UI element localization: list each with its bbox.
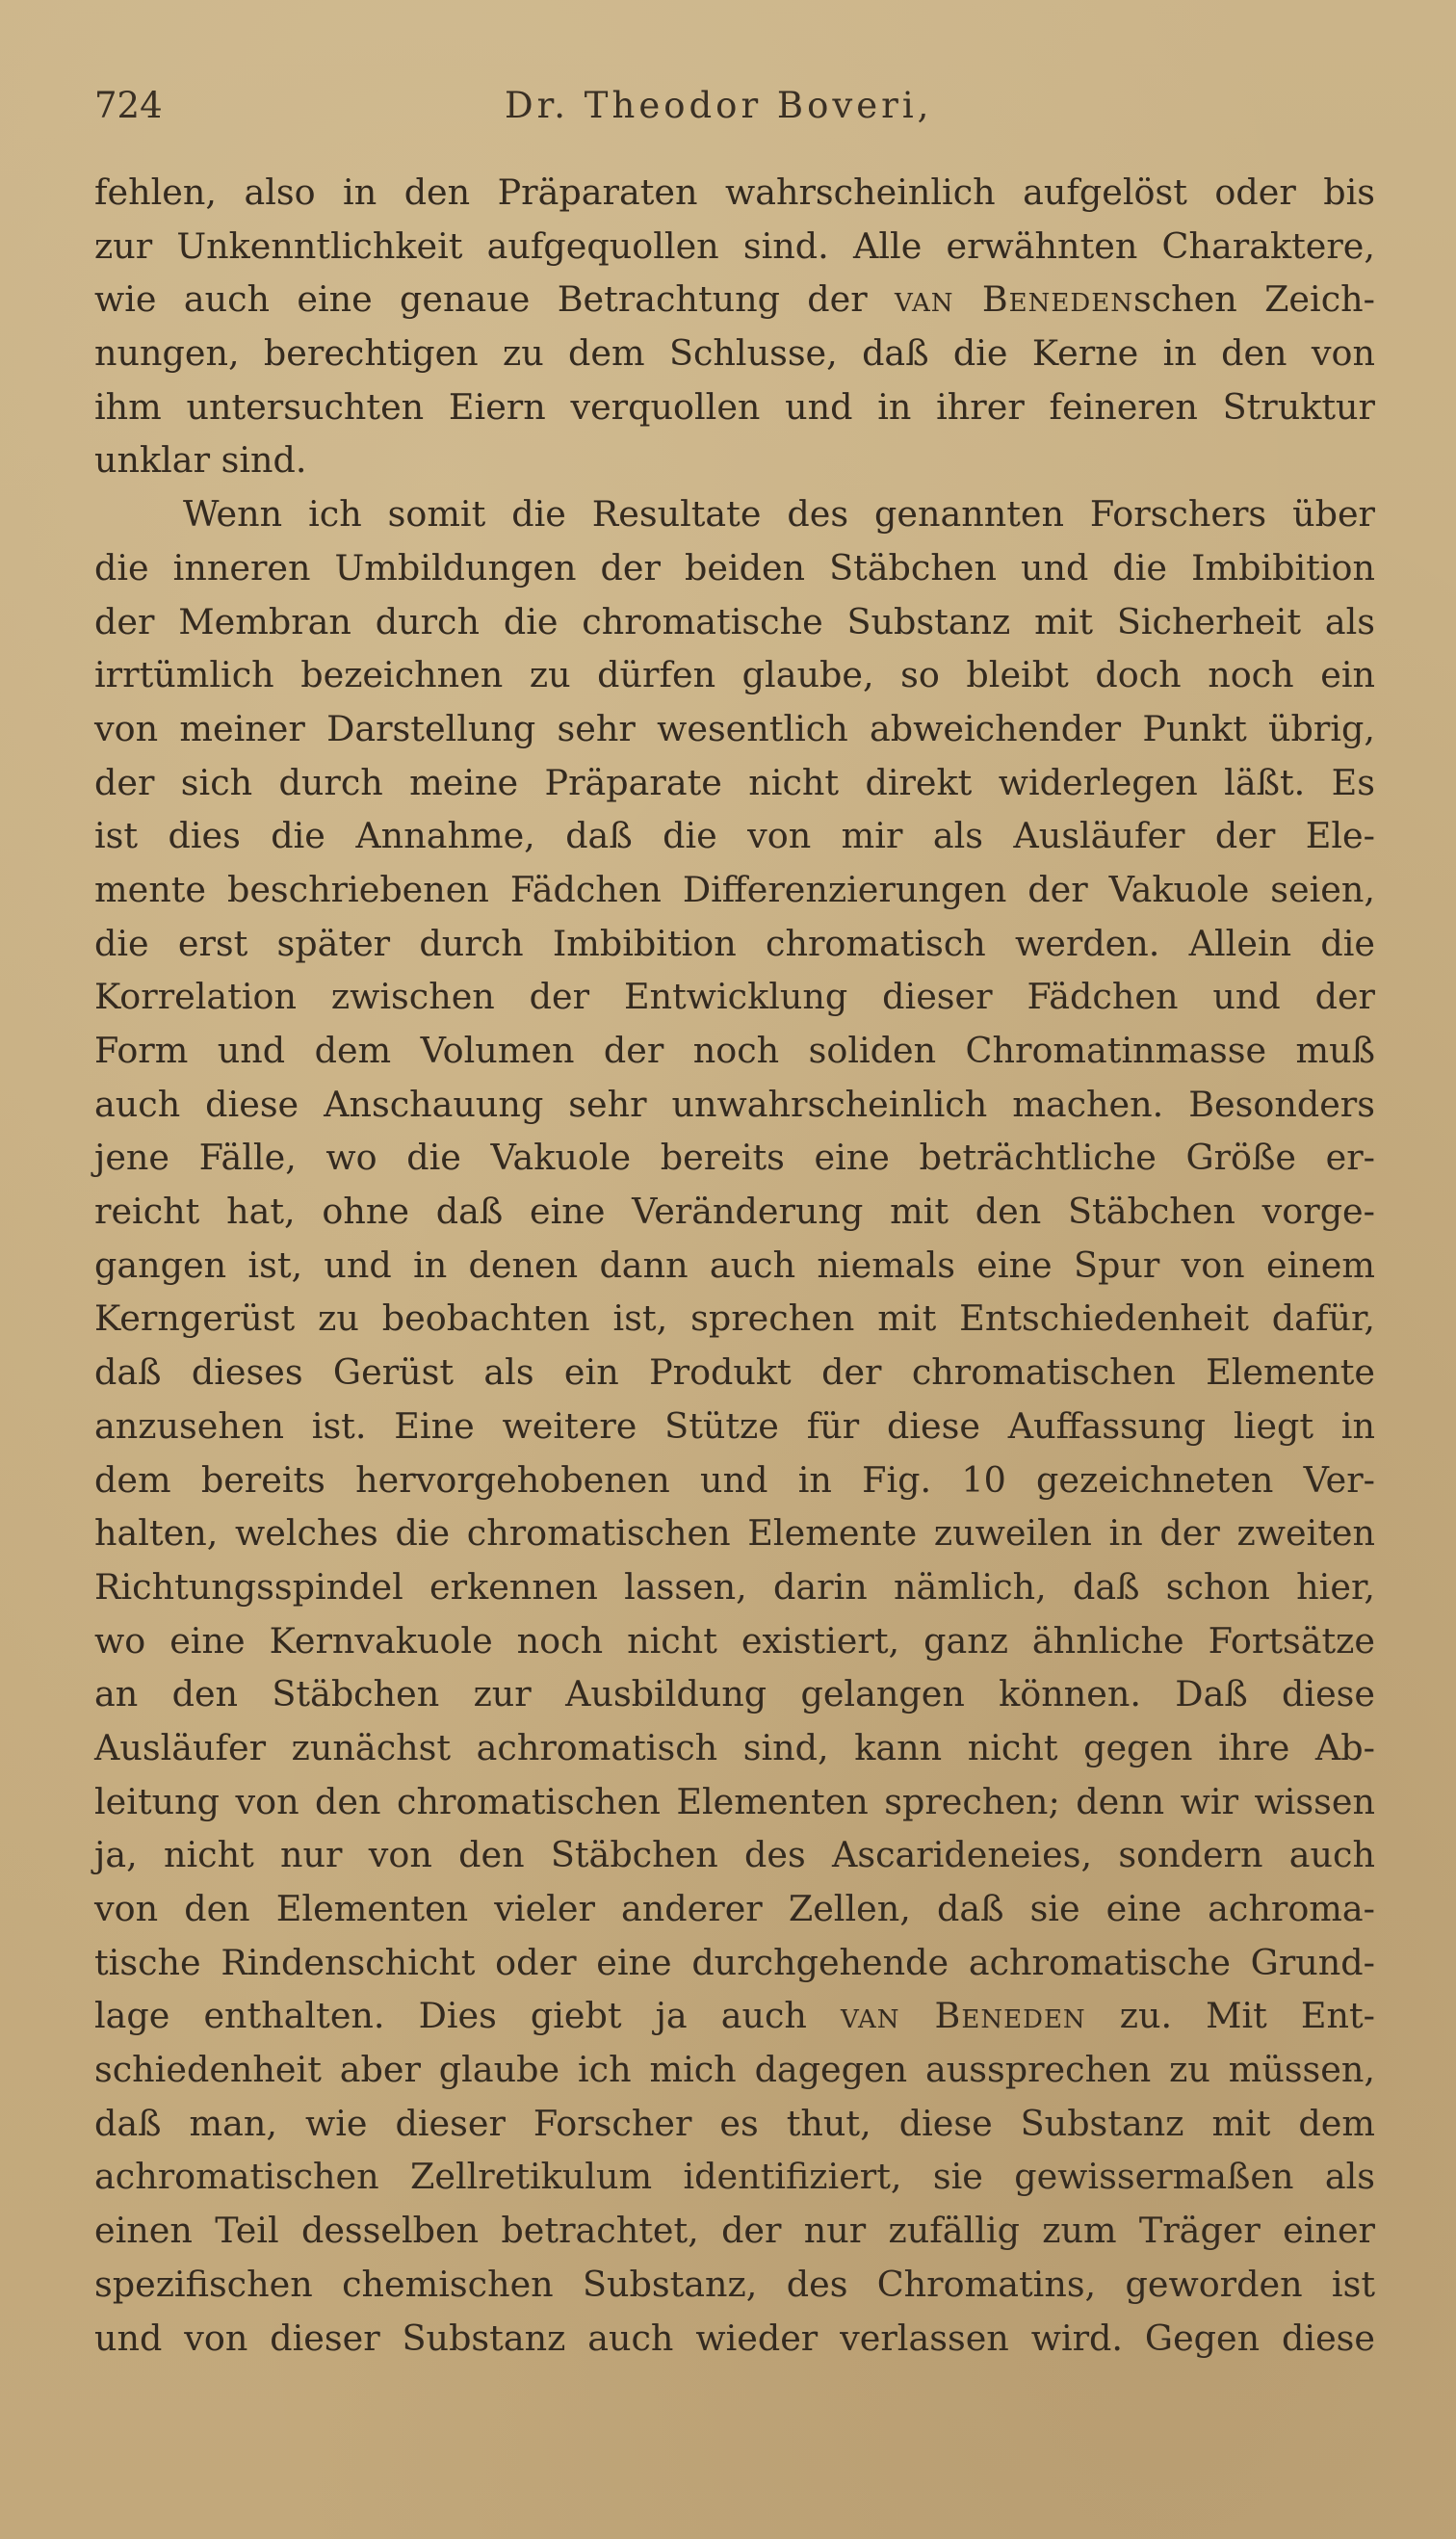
text-line: Korrelation zwischen der Entwicklung dieser Fädchen und der <box>94 976 1375 1018</box>
page-number: 724 <box>94 85 163 126</box>
text-line: dem bereits hervorgehobenen und in Fig. 10 gezeichneten Ver- <box>94 1458 1375 1501</box>
text-line: der sich durch meine Präparate nicht direkt widerlegen läßt. Es <box>94 761 1375 803</box>
body-text <box>94 166 1375 2365</box>
text-line: anzusehen ist. Eine weitere Stütze für diese Auffassung liegt in <box>94 1404 1375 1447</box>
text-line: mente beschriebenen Fädchen Differenzierungen der Vakuole seien, <box>94 868 1375 910</box>
text-segment: wie auch eine genaue Betrachtung der <box>94 278 896 321</box>
text-line: die erst später durch Imbibition chromatisch werden. Allein die <box>94 922 1375 964</box>
text-line: Richtungsspindel erkennen lassen, darin nämlich, daß schon hier, <box>94 1565 1375 1608</box>
text-line: tische Rindenschicht oder eine durchgehende achromatische Grund- <box>94 1941 1375 1983</box>
text-line: und von dieser Substanz auch wieder verlassen wird. Gegen diese <box>94 2317 1375 2359</box>
text-line: wo eine Kernvakuole noch nicht existiert, ganz ähnliche Fortsätze <box>94 1619 1375 1662</box>
text-line: unklar sind. <box>94 439 307 482</box>
author-name: van Beneden <box>895 278 1133 321</box>
page-header <box>94 85 1375 143</box>
text-line: daß man, wie dieser Forscher es thut, diese Substanz mit dem <box>94 2102 1375 2144</box>
text-line: von den Elementen vieler anderer Zellen, daß sie eine achroma- <box>94 1888 1375 1929</box>
text-line: daß dieses Gerüst als ein Produkt der chromatischen Elemente <box>94 1351 1375 1394</box>
text-line: nungen, berechtigen zu dem Schlusse, daß die Kerne in den von <box>94 332 1375 375</box>
text-line: gangen ist, und in denen dann auch niemals eine Spur von einem <box>94 1243 1375 1286</box>
text-line: spezifischen chemischen Substanz, des Chromatins, geworden ist <box>94 2263 1375 2305</box>
text-line: Form und dem Volumen der noch soliden Chromatinmasse muß <box>94 1030 1375 1071</box>
text-line: ist dies die Annahme, daß die von mir als Ausläufer der Ele- <box>94 815 1375 857</box>
text-line: einen Teil desselben betrachtet, der nur zufällig zum Träger einer <box>94 2210 1375 2252</box>
text-line: jene Fälle, wo die Vakuole bereits eine beträchtliche Größe er- <box>94 1137 1375 1179</box>
text-line: ja, nicht nur von den Stäbchen des Ascarideneies, sondern auch <box>94 1834 1375 1876</box>
text-line: reicht hat, ohne daß eine Veränderung mit den Stäbchen vorge- <box>94 1191 1375 1233</box>
running-head: Dr. Theodor Boveri, <box>505 85 933 126</box>
author-name: van Beneden <box>840 1995 1086 2037</box>
text-line: an den Stäbchen zur Ausbildung gelangen können. Daß diese <box>94 1673 1375 1715</box>
text-line: ihm untersuchten Eiern verquollen und in ihrer feineren Struktur <box>94 385 1375 428</box>
text-line: achromatischen Zellretikulum identifiziert, sie gewissermaßen als <box>94 2156 1375 2198</box>
text-segment: zu. Mit Ent- <box>1085 1995 1375 2037</box>
text-line: irrtümlich bezeichnen zu dürfen glaube, so bleibt doch noch ein <box>94 654 1375 696</box>
text-line: zur Unkenntlichkeit aufgequollen sind. Alle erwähnten Charaktere, <box>94 224 1375 267</box>
text-line: leitung von den chromatischen Elementen sprechen; denn wir wissen <box>94 1780 1375 1822</box>
text-line: schiedenheit aber glaube ich mich dagegen aussprechen zu müssen, <box>94 2049 1375 2091</box>
text-line: Ausläufer zunächst achromatisch sind, kann nicht gegen ihre Ab- <box>94 1726 1375 1768</box>
text-line: der Membran durch die chromatische Substanz mit Sicherheit als <box>94 600 1375 642</box>
text-segment: schen Zeich- <box>1132 278 1375 321</box>
text-line <box>94 273 1375 327</box>
text-line: die inneren Umbildungen der beiden Stäbchen und die Imbibition <box>94 546 1375 589</box>
text-line: fehlen, also in den Präparaten wahrscheinlich aufgelöst oder bis <box>94 171 1375 213</box>
text-line: Kerngerüst zu beobachten ist, sprechen mit Entschiedenheit dafür, <box>94 1297 1375 1340</box>
text-line: halten, welches die chromatischen Elemente zuweilen in der zweiten <box>94 1512 1375 1555</box>
text-line: Wenn ich somit die Resultate des genannten Forschers über <box>183 493 1375 536</box>
text-segment: lage enthalten. Dies giebt ja auch <box>94 1995 841 2037</box>
text-line: von meiner Darstellung sehr wesentlich abweichender Punkt übrig, <box>94 707 1375 749</box>
text-line: auch diese Anschauung sehr unwahrscheinlich machen. Besonders <box>94 1083 1375 1125</box>
text-line <box>94 1989 1375 2043</box>
